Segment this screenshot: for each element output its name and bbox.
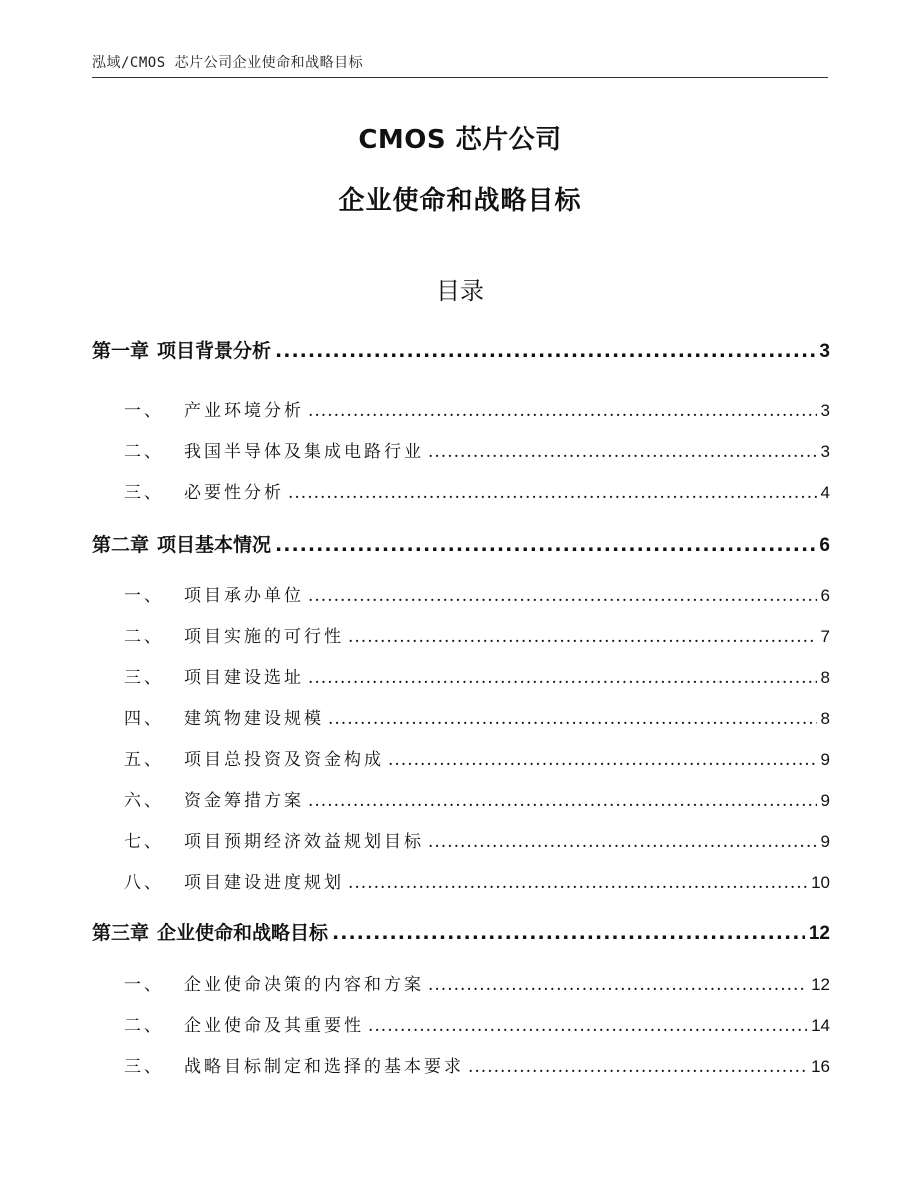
toc-heading: 目录 xyxy=(436,277,484,305)
toc-entry-label: 项目承办单位 xyxy=(184,586,304,606)
toc-section-entry[interactable] xyxy=(92,437,830,462)
toc-entry-number: 二、 xyxy=(124,442,164,462)
toc-entry-number: 三、 xyxy=(124,483,164,503)
toc-entry-label: 战略目标制定和选择的基本要求 xyxy=(184,1057,464,1077)
toc-page-number: 3 xyxy=(819,341,830,362)
toc-entry-number: 五、 xyxy=(124,750,164,770)
toc-section-entry[interactable] xyxy=(92,1011,830,1036)
toc-entry-label: 项目建设进度规划 xyxy=(184,873,344,893)
toc-entry-number: 四、 xyxy=(124,709,164,729)
toc-entry-label: 项目总投资及资金构成 xyxy=(184,750,384,770)
toc-dot-leader xyxy=(388,750,817,770)
toc-section-entry[interactable] xyxy=(92,396,830,421)
toc-entry-label: 产业环境分析 xyxy=(184,401,304,421)
toc-entry-number: 三、 xyxy=(124,668,164,688)
running-header: 泓域/CMOS 芯片公司企业使命和战略目标 xyxy=(92,55,364,71)
toc-section-entry[interactable] xyxy=(92,827,830,852)
toc-entry-number: 八、 xyxy=(124,873,164,893)
toc-page-number: 4 xyxy=(820,483,830,502)
toc-entry-number: 第二章 xyxy=(92,534,150,556)
toc-dot-leader xyxy=(308,668,817,688)
toc-page-number: 16 xyxy=(811,1057,830,1076)
toc-entry-number: 一、 xyxy=(124,975,164,995)
toc-dot-leader xyxy=(428,975,807,995)
toc-page-number: 3 xyxy=(820,401,830,420)
toc-page-number: 8 xyxy=(820,709,830,728)
toc-entry-label: 项目实施的可行性 xyxy=(184,627,344,647)
toc-chapter-entry[interactable] xyxy=(92,530,830,557)
toc-dot-leader xyxy=(428,442,817,462)
toc-entry-label: 我国半导体及集成电路行业 xyxy=(184,442,424,462)
toc-dot-leader xyxy=(308,791,817,811)
toc-entry-number: 第一章 xyxy=(92,340,150,362)
toc-page-number: 6 xyxy=(819,535,830,556)
toc-dot-leader xyxy=(348,627,817,647)
toc-dot-leader xyxy=(308,401,817,421)
toc-dot-leader xyxy=(288,483,817,503)
toc-dot-leader xyxy=(275,340,815,362)
header-rule xyxy=(92,77,828,78)
document-title-line2: 企业使命和战略目标 xyxy=(338,186,582,216)
toc-entry-label: 项目基本情况 xyxy=(157,534,272,556)
toc-dot-leader xyxy=(328,709,817,729)
toc-chapter-entry[interactable] xyxy=(92,336,830,363)
toc-entry-number: 二、 xyxy=(124,1016,164,1036)
toc-section-entry[interactable] xyxy=(92,663,830,688)
toc-entry-label: 必要性分析 xyxy=(184,483,284,503)
toc-page-number: 3 xyxy=(820,442,830,461)
toc-dot-leader xyxy=(348,873,807,893)
toc-entry-label: 企业使命决策的内容和方案 xyxy=(184,975,424,995)
toc-page-number: 12 xyxy=(811,975,830,994)
toc-entry-label: 项目背景分析 xyxy=(157,340,272,362)
toc-dot-leader xyxy=(275,534,815,556)
toc-page-number: 12 xyxy=(808,923,830,944)
toc-entry-number: 六、 xyxy=(124,791,164,811)
toc-page-number: 9 xyxy=(820,791,830,810)
toc-entry-label: 资金筹措方案 xyxy=(184,791,304,811)
toc-section-entry[interactable] xyxy=(92,745,830,770)
toc-dot-leader xyxy=(308,586,817,606)
toc-page-number: 7 xyxy=(820,627,830,646)
toc-entry-label: 企业使命和战略目标 xyxy=(157,922,329,944)
toc-section-entry[interactable] xyxy=(92,1052,830,1077)
document-title-line1: CMOS 芯片公司 xyxy=(358,125,562,155)
toc-entry-number: 七、 xyxy=(124,832,164,852)
toc-section-entry[interactable] xyxy=(92,704,830,729)
toc-dot-leader xyxy=(332,922,805,944)
toc-dot-leader xyxy=(368,1016,807,1036)
toc-entry-number: 一、 xyxy=(124,586,164,606)
toc-section-entry[interactable] xyxy=(92,970,830,995)
toc-section-entry[interactable] xyxy=(92,786,830,811)
toc-section-entry[interactable] xyxy=(92,478,830,503)
toc-entry-label: 建筑物建设规模 xyxy=(184,709,324,729)
toc-page-number: 8 xyxy=(820,668,830,687)
toc-dot-leader xyxy=(468,1057,807,1077)
toc-entry-number: 第三章 xyxy=(92,922,150,944)
toc-entry-number: 二、 xyxy=(124,627,164,647)
toc-section-entry[interactable] xyxy=(92,868,830,893)
toc-chapter-entry[interactable] xyxy=(92,918,830,945)
toc-entry-number: 三、 xyxy=(124,1057,164,1077)
toc-page-number: 10 xyxy=(811,873,830,892)
toc-page-number: 6 xyxy=(820,586,830,605)
toc-page-number: 14 xyxy=(811,1016,830,1035)
toc-entry-label: 企业使命及其重要性 xyxy=(184,1016,364,1036)
toc-entry-number: 一、 xyxy=(124,401,164,421)
toc-entry-label: 项目预期经济效益规划目标 xyxy=(184,832,424,852)
toc-page-number: 9 xyxy=(820,832,830,851)
toc-entry-label: 项目建设选址 xyxy=(184,668,304,688)
toc-section-entry[interactable] xyxy=(92,622,830,647)
toc-page-number: 9 xyxy=(820,750,830,769)
toc-dot-leader xyxy=(428,832,817,852)
toc-section-entry[interactable] xyxy=(92,581,830,606)
